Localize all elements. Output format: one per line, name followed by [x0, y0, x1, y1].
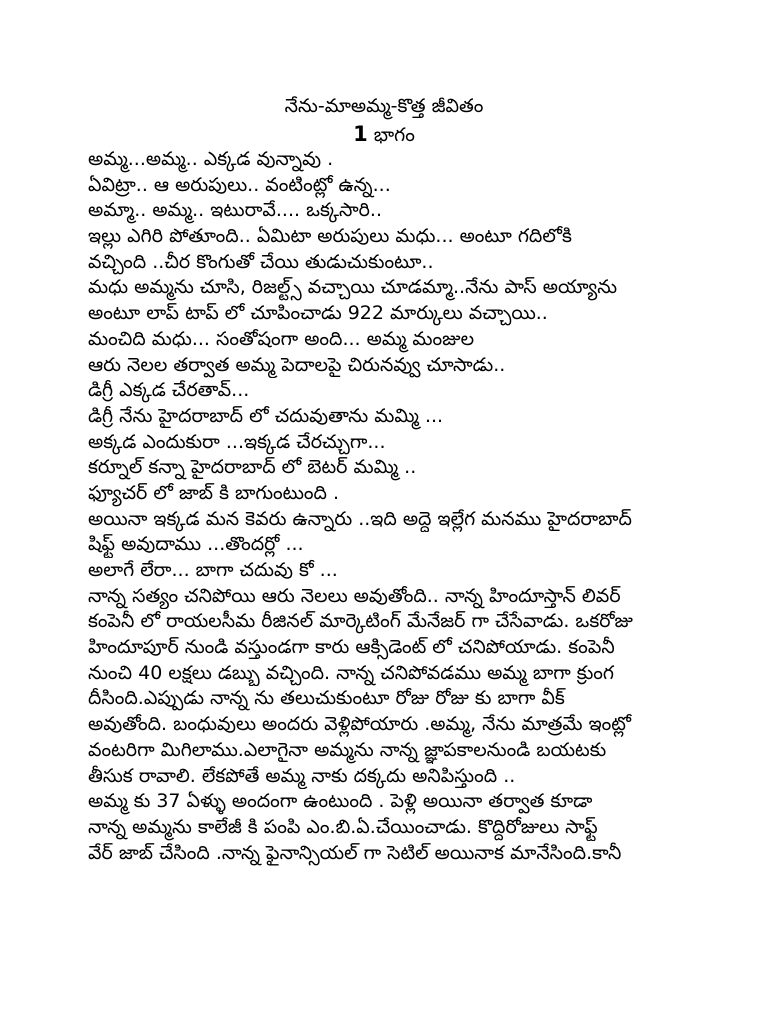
text-line: కర్నూల్ కన్నా హైదరాబాద్ లో బెటర్ మమ్మి .. — [88, 456, 417, 479]
text-line: ఆరు నెలల తర్వాత అమ్మ పెదాలపై చిరునవ్వు చూసాడు.. — [88, 353, 506, 376]
document-body — [88, 147, 688, 866]
text-line: దీసింది.ఎప్పుడు నాన్న ను తలుచుకుంటూ రోజు రోజు కు బాగా వీక్ — [88, 687, 565, 710]
text-line: నాన్న అమ్మను కాలేజీ కి పంపి ఎం.బి.ఏ.చేయించాడు. కొద్దిరోజులు సాఫ్ట్ — [88, 815, 598, 838]
text-line: ఏవిట్రా.. ఆ అరుపులు.. వంటింట్లో ఉన్న... — [88, 173, 391, 196]
text-line: మంచిది మధు... సంతోషంగా అంది... అమ్మ మంజుల — [88, 327, 475, 350]
part-heading — [0, 120, 768, 149]
text-line: అమ్మా.. అమ్మ.. ఇటురావే.... ఒక్కసారి.. — [88, 199, 382, 222]
text-line: డిగ్రీ ఎక్కడ చేరతావ్... — [88, 379, 250, 402]
text-line: వంటరిగా మిగిలాము.ఎలాగైనా అమ్మను నాన్న జ్ఞాపకాలనుండి బయటకు — [88, 738, 607, 761]
document-title: నేను-మాఅమ్మ-కొత్త జీవితం — [284, 95, 484, 117]
text-line: వచ్చింది ..చీర కొంగుతో చేయి తుడుచుకుంటూ.. — [88, 250, 434, 273]
part-number: 1 — [353, 122, 368, 146]
text-line: మధు అమ్మను చూసి, రిజల్ట్స్ వచ్చాయి చూడమ్మా..నేను పాస్ అయ్యాను — [88, 276, 618, 299]
text-line: తీసుక రావాలి. లేకపోతే అమ్మ నాకు దక్కదు అనిపిస్తుంది .. — [88, 764, 516, 787]
text-line: అక్కడ ఎందుకురా ...ఇక్కడ చేరచ్చుగా... — [88, 430, 386, 453]
text-line: కంపెనీ లో రాయలసీమ రీజినల్ మార్కెటింగ్ మేనేజర్ గా చేసేవాడు. ఒకరోజు — [88, 610, 633, 633]
text-line: అమ్మ కు 37 ఏళ్ళు అందంగా ఉంటుంది . పెళ్లి అయినా తర్వాత కూడా — [88, 790, 593, 813]
text-line: అంటూ లాప్ టాప్ లో చూపించాడు 922 మార్కులు వచ్చాయి.. — [88, 302, 548, 325]
text-line: ఫ్యూచర్ లో జాబ్ కి బాగుంటుంది . — [88, 481, 340, 504]
text-line: షిఫ్ట్ అవుదాము ...తొందర్లో ... — [88, 533, 304, 556]
text-line: అమ్మ...అమ్మ.. ఎక్కడ వున్నావు . — [88, 148, 334, 170]
text-line: డిగ్రీ నేను హైదరాబాద్ లో చదువుతాను మమ్మి ... — [88, 404, 444, 427]
text-line: వేర్ జాబ్ చేసింది .నాన్న ఫైనాన్సియల్ గా సెటిల్ అయినాక మానేసింది.కానీ — [88, 841, 622, 864]
text-line: ఇల్లు ఎగిరి పోతూంది.. ఏమిటా అరుపులు మధు... అంటూ గదిలోకి — [88, 225, 572, 248]
text-line: అలాగే లేరా... బాగా చదువు కో ... — [88, 559, 338, 581]
text-line: నుంచి 40 లక్షలు డబ్బు వచ్చింది. నాన్న చనిపోవడము అమ్మ బాగా క్రుంగ — [88, 661, 615, 684]
text-line: అయినా ఇక్కడ మన కెవరు ఉన్నారు ..ఇది అద్దె ఇల్లేగ మనము హైదరాబాద్ — [88, 507, 632, 530]
text-line: హిందూపూర్ నుండి వస్తుండగా కారు ఆక్సిడెంట్ లో చనిపోయాడు. కంపెనీ — [88, 636, 615, 659]
text-line: నాన్న సత్యం చనిపోయి ఆరు నెలలు అవుతోంది.. నాన్న హిందూస్తాన్ లివర్ — [88, 584, 621, 607]
text-line: అవుతోంది. బంధువులు అందరు వెళ్లిపోయారు .అమ్మ, నేను మాత్రమే ఇంట్లో — [88, 713, 632, 736]
part-label: భాగం — [373, 124, 415, 146]
